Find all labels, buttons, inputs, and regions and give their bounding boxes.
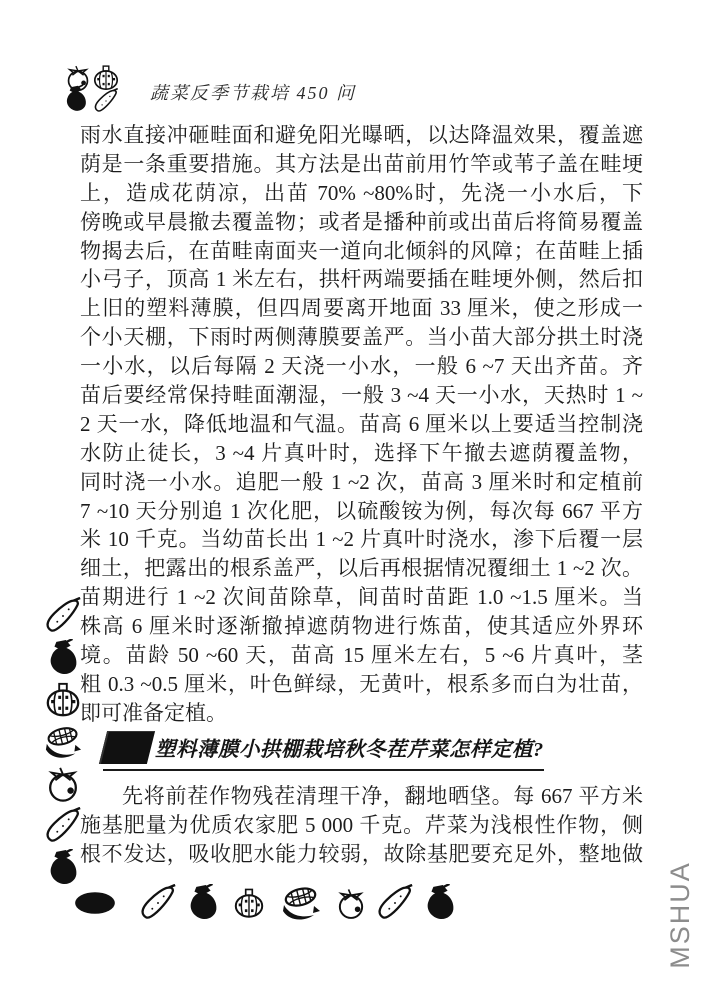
text-line: 一小水，以后每隔 2 天浇一小水，一般 6 ~7 天出齐苗。齐 — [80, 354, 643, 379]
text-line: 即可准备定植。 — [80, 700, 227, 725]
text-line: 粗 0.3 ~0.5 厘米，叶色鲜绿，无黄叶，根系多而白为壮苗， — [80, 671, 643, 696]
text-line: 雨水直接冲砸畦面和避免阳光曝晒，以达降温效果，覆盖遮 — [80, 123, 643, 147]
vegetables-logo-icon — [62, 64, 136, 114]
text-line: 施基肥量为优质农家肥 5 000 千克。芹菜为浅根性作物，侧 — [80, 812, 643, 837]
text-line: 小弓子，顶高 1 米左右，拱杆两端要插在畦埂外侧，然后扣 — [80, 267, 643, 292]
corn-icon — [43, 723, 83, 761]
eggplant-icon — [184, 884, 222, 922]
paragraph-seedling-management — [80, 121, 643, 728]
corn-icon — [276, 883, 326, 923]
cucumber-icon — [376, 884, 414, 922]
text-line: 米 10 千克。当幼苗长出 1 ~2 片真叶时浇水，渗下后覆一层 — [80, 527, 643, 552]
text-line: 物揭去后，在苗畦南面夹一道向北倾斜的风障；在苗畦上插 — [80, 238, 643, 263]
text-line: 水防止徒长，3 ~4 片真叶时，选择下午撤去遮荫覆盖物， — [80, 440, 643, 465]
question-number-badge — [99, 731, 155, 764]
text-line: 个小天棚，下雨时两侧薄膜要盖严。当小苗大部分拱土时浇 — [80, 325, 643, 350]
ellipse-icon — [58, 882, 132, 924]
paragraph-planting-preparation — [80, 782, 643, 869]
text-line: 境。苗龄 50 ~60 天，苗高 15 厘米左右，5 ~6 片真叶，茎 — [80, 643, 643, 668]
eggplant-icon — [43, 639, 83, 677]
text-line: 荫是一条重要措施。其方法是出苗前用竹竿或苇子盖在畦埂 — [80, 151, 643, 176]
squash-icon — [43, 681, 83, 719]
tomato-icon — [333, 887, 369, 920]
text-line: 上旧的塑料薄膜，但四周要离开地面 33 厘米，使之形成一 — [80, 296, 643, 321]
cucumber-icon — [139, 884, 177, 922]
text-line: 同时浇一小水。追肥一般 1 ~2 次，苗高 3 厘米时和定植前 — [80, 469, 643, 494]
text-line: 上，造成花荫凉，出苗 70% ~80%时，先浇一小水后，下 — [80, 180, 643, 205]
watermark: MSHUA — [665, 861, 695, 969]
book-title: 蔬菜反季节栽培 450 问 — [150, 83, 356, 103]
text-line: 7 ~10 天分别追 1 次化肥，以硫酸铵为例，每次每 667 平方 — [80, 498, 643, 523]
bottom-icon-row — [58, 882, 459, 924]
text-line: 2 天一水，降低地温和气温。苗高 6 厘米以上要适当控制浇 — [80, 411, 643, 436]
squash-icon — [229, 887, 269, 920]
section-heading-text: 塑料薄膜小拱棚栽培秋冬茬芹菜怎样定植? — [155, 739, 544, 762]
page-header — [62, 64, 356, 114]
tomato-icon — [43, 765, 83, 803]
text-line: 株高 6 厘米时逐渐撤掉遮荫物进行炼苗，使其适应外界环 — [80, 614, 643, 639]
text-line: 苗期进行 1 ~2 次间苗除草，间苗时苗距 1.0 ~1.5 厘米。当 — [80, 585, 643, 610]
section-heading — [103, 731, 544, 771]
cucumber-icon — [43, 597, 83, 635]
text-line: 苗后要经常保持畦面潮湿，一般 3 ~4 天一小水，天热时 1 ~ — [80, 383, 643, 408]
margin-icon-column — [38, 597, 88, 887]
text-line: 细土，把露出的根系盖严，以后再根据情况覆细土 1 ~2 次。 — [80, 556, 643, 581]
eggplant-icon — [421, 884, 459, 922]
text-line: 先将前茬作物残茬清理干净，翻地晒垡。每 667 平方米 — [122, 784, 643, 808]
cucumber-icon — [43, 807, 83, 845]
text-line: 傍晚或早晨撤去覆盖物；或者是播种前或出苗后将简易覆盖 — [80, 209, 643, 234]
text-line: 根不发达，吸收肥水能力较弱，故除基肥要充足外，整地做 — [80, 841, 643, 866]
